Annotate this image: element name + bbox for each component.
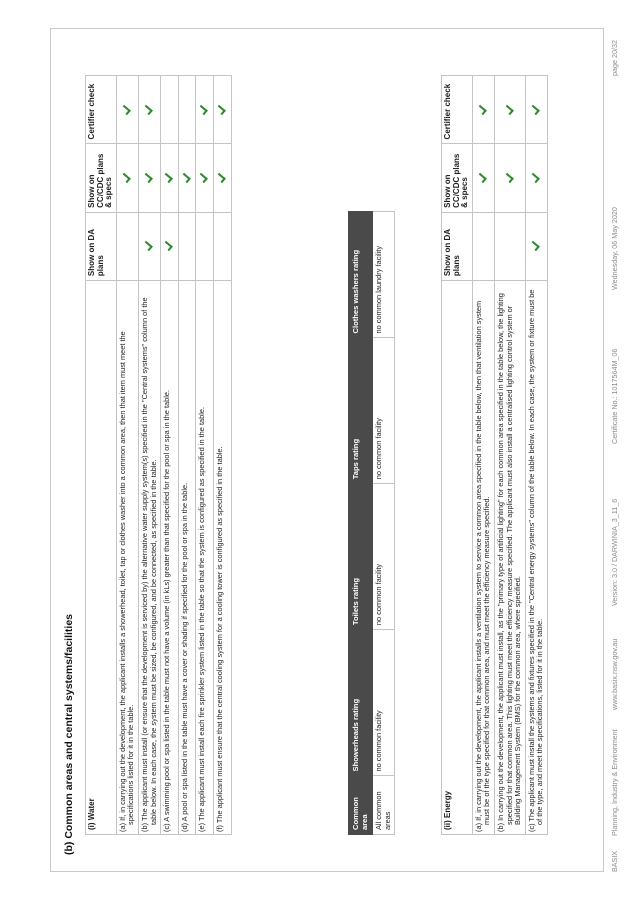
energy-cert-cell xyxy=(472,76,494,144)
energy-cert-cell xyxy=(525,76,547,144)
energy-cc-cell xyxy=(472,144,494,212)
check-icon xyxy=(143,173,153,183)
check-icon xyxy=(504,105,514,115)
water-row xyxy=(213,76,231,835)
water-cc-cell xyxy=(178,144,196,212)
energy-heading: (ii) Energy xyxy=(442,281,473,835)
footer-org: Planning, Industry & Environment xyxy=(610,729,619,836)
common-cell-toilets: no common facility xyxy=(373,484,395,630)
water-requirement-text: (c) A swimming pool or spa listed in the table must not have a volume (in kLs) greater than that specified for the pool or spa in the table. xyxy=(161,281,179,835)
water-cc-cell xyxy=(116,144,138,212)
check-icon xyxy=(143,241,153,251)
check-icon xyxy=(121,173,131,183)
energy-col-da: Show on DA plans xyxy=(442,212,473,280)
common-cell-taps: no common facility xyxy=(373,338,395,484)
common-cell-area: All common areas xyxy=(373,776,395,835)
water-cert-cell xyxy=(213,76,231,144)
energy-table xyxy=(441,75,548,835)
energy-da-cell xyxy=(525,212,547,280)
water-col-da: Show on DA plans xyxy=(86,212,117,280)
check-icon xyxy=(163,241,173,251)
water-da-cell xyxy=(196,212,214,280)
check-icon xyxy=(198,173,208,183)
water-requirement-text: (b) The applicant must install (or ensure that the development is serviced by) the alternative water supply system(s) specified in the "Central systems" column of the table below. In each case, the system must be sized, be configured, and be connected, as specified in the table. xyxy=(138,281,160,835)
water-cc-cell xyxy=(213,144,231,212)
check-icon xyxy=(143,105,153,115)
energy-row xyxy=(472,76,494,835)
energy-da-cell xyxy=(472,212,494,280)
water-cert-cell xyxy=(178,76,196,144)
section-title: (b) Common areas and central systems/facilities xyxy=(63,613,75,855)
water-row xyxy=(178,76,196,835)
footer-page: page 20/32 xyxy=(610,40,619,76)
energy-cc-cell xyxy=(494,144,525,212)
check-icon xyxy=(121,105,131,115)
check-icon xyxy=(504,173,514,183)
water-requirement-text: (f) The applicant must ensure that the central cooling system for a cooling tower is configured as specified in the table. xyxy=(213,281,231,835)
energy-row xyxy=(494,76,525,835)
check-icon xyxy=(530,105,540,115)
common-col-toilets: Toilets rating xyxy=(349,484,373,630)
check-icon xyxy=(530,173,540,183)
footer-date: Wednesday, 06 May 2020 xyxy=(610,207,619,290)
check-icon xyxy=(216,173,226,183)
water-cert-cell xyxy=(161,76,179,144)
common-area-table xyxy=(348,211,395,835)
common-cell-showerheads: no common facility xyxy=(373,630,395,776)
common-cell-clothes-washers: no common laundry facility xyxy=(373,212,395,338)
check-icon xyxy=(477,173,487,183)
energy-col-cert: Certifier check xyxy=(442,76,473,144)
footer-basix: BASIX xyxy=(610,850,619,872)
water-row xyxy=(161,76,179,835)
footer-version: Version: 3.0 / DARWINIA_3_11_6 xyxy=(610,498,619,606)
water-requirement-text: (a) If, in carrying out the development, the applicant installs a showerhead, toilet, tap or clothes washer into a common area, then that item must meet the specifications listed for it in the table. xyxy=(116,281,138,835)
energy-body xyxy=(472,76,547,835)
water-requirement-text: (d) A pool or spa listed in the table must have a cover or shading if specified for the pool or spa in the table. xyxy=(178,281,196,835)
energy-header-row xyxy=(442,76,473,835)
water-row xyxy=(196,76,214,835)
footer-certificate: Certificate No.: 1017564M_06 xyxy=(610,348,619,444)
water-col-cc: Show on CC/CDC plans & specs xyxy=(86,144,117,212)
energy-requirement-text: (b) In carrying out the development, the applicant must install, as the "primary type of artificial lighting" for each common area specified in the table below, the lighting specified for that common area. This lighting must meet the efficiency measure specified. The applicant must also install a centralised lighting control system or Building Management System (BMS) for the common area, where specified. xyxy=(494,281,525,835)
common-col-area: Common area xyxy=(349,776,373,835)
check-icon xyxy=(198,105,208,115)
water-row xyxy=(116,76,138,835)
energy-col-cc: Show on CC/CDC plans & specs xyxy=(442,144,473,212)
energy-requirement-text: (c) The applicant must install the systems and fixtures specified in the "Central energy systems" column of the table below. In each case, the system or fixture must be of the type, and meet the specifications, listed for it in the table. xyxy=(525,281,547,835)
footer-url[interactable]: www.basix.nsw.gov.au xyxy=(610,638,619,710)
water-cert-cell xyxy=(196,76,214,144)
energy-cert-cell xyxy=(494,76,525,144)
energy-requirement-text: (a) If, in carrying out the development, the applicant installs a ventilation system to service a common area specified in the table below, then that ventilation system must be of the type specified for that common area, and must meet the efficiency measure specified. xyxy=(472,281,494,835)
water-da-cell xyxy=(138,212,160,280)
water-cc-cell xyxy=(161,144,179,212)
energy-da-cell xyxy=(494,212,525,280)
content-frame xyxy=(50,28,604,872)
energy-cc-cell xyxy=(525,144,547,212)
water-table xyxy=(85,75,232,835)
check-icon xyxy=(477,105,487,115)
water-da-cell xyxy=(161,212,179,280)
water-cert-cell xyxy=(116,76,138,144)
check-icon xyxy=(530,241,540,251)
water-requirement-text: (e) The applicant must install each fire sprinkler system listed in the table so that the system is configured as specified in the table. xyxy=(196,281,214,835)
water-cert-cell xyxy=(138,76,160,144)
water-cc-cell xyxy=(138,144,160,212)
common-col-clothes-washers: Clothes washers rating xyxy=(349,212,373,338)
check-icon xyxy=(216,105,226,115)
check-icon xyxy=(181,173,191,183)
water-body xyxy=(116,76,231,835)
water-da-cell xyxy=(116,212,138,280)
water-cc-cell xyxy=(196,144,214,212)
energy-row xyxy=(525,76,547,835)
common-col-showerheads: Showerheads rating xyxy=(349,630,373,776)
water-da-cell xyxy=(178,212,196,280)
water-da-cell xyxy=(213,212,231,280)
water-col-cert: Certifier check xyxy=(86,76,117,144)
check-icon xyxy=(163,173,173,183)
common-header-row xyxy=(349,212,373,835)
water-heading: (i) Water xyxy=(86,281,117,835)
common-col-taps: Taps rating xyxy=(349,338,373,484)
water-header-row xyxy=(86,76,117,835)
common-data-row xyxy=(373,212,395,835)
water-row xyxy=(138,76,160,835)
